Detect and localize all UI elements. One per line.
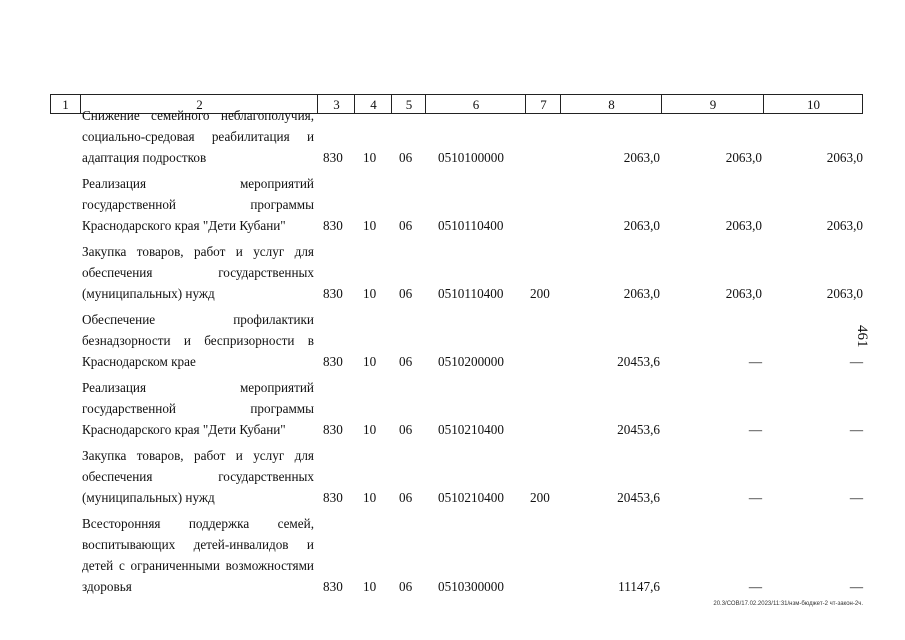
cell-c9: — [748,354,762,369]
cell-c5: 06 [399,218,413,233]
table-row [0,312,905,372]
table-row [0,448,905,508]
cell-c9: 2063,0 [725,150,762,165]
cell-c8: 2063,0 [623,150,660,165]
cell-c4: 10 [363,286,377,301]
cell-c3: 830 [323,490,343,505]
cell-c10: — [849,354,863,369]
cell-c8: 20453,6 [617,354,660,369]
cell-c9: — [748,422,762,437]
cell-c9: 2063,0 [725,218,762,233]
header-cell: 6 [425,95,526,113]
cell-c4: 10 [363,490,377,505]
row-description: Реализация мероприятий государственной программы Краснодарского края "Дети Кубани" [82,380,314,437]
cell-c10: 2063,0 [826,150,863,165]
header-cell: 1 [62,97,69,112]
row-description: Всесторонняя поддержка семей, воспитывающих детей-инвалидов и детей с ограниченными возможностями здоровья [82,516,314,594]
cell-c6: 0510300000 [438,579,504,594]
cell-c3: 830 [323,286,343,301]
header-cell: 9 [661,95,764,113]
cell-c5: 06 [399,354,413,369]
cell-c3: 830 [323,150,343,165]
cell-c6: 0510210400 [438,490,504,505]
cell-c5: 06 [399,579,413,594]
cell-c4: 10 [363,579,377,594]
cell-c4: 10 [363,422,377,437]
cell-c10: — [849,579,863,594]
row-description: Снижение семейного неблагополучия, социально-средовая реабилитация и адаптация подростков [82,108,314,165]
footer-stamp: 20.3/СОВ/17.02.2023/11:31/нзм-бюджет-2 чт-закон-2ч. [713,601,863,607]
cell-c4: 10 [363,218,377,233]
row-description: Закупка товаров, работ и услуг для обеспечения государственных (муниципальных) нужд [82,448,314,505]
cell-c10: — [849,490,863,505]
cell-c9: — [748,579,762,594]
cell-c4: 10 [363,150,377,165]
table-row [0,380,905,440]
page-number: 461 [854,325,870,348]
header-cell: 5 [391,95,426,113]
cell-c3: 830 [323,218,343,233]
table-row [0,516,905,597]
cell-c8: 2063,0 [623,218,660,233]
row-description: Реализация мероприятий государственной программы Краснодарского края "Дети Кубани" [82,176,314,233]
table-row [0,108,905,168]
cell-c8: 20453,6 [617,422,660,437]
cell-c6: 0510200000 [438,354,504,369]
header-cell: 7 [525,95,561,113]
cell-c8: 20453,6 [617,490,660,505]
cell-c5: 06 [399,150,413,165]
cell-c7: 200 [530,490,550,505]
cell-c3: 830 [323,579,343,594]
header-cell: 8 [560,95,662,113]
cell-c10: 2063,0 [826,218,863,233]
cell-c8: 11147,6 [618,579,660,594]
header-cell: 4 [354,95,392,113]
cell-c6: 0510100000 [438,150,504,165]
cell-c10: — [849,422,863,437]
row-description: Закупка товаров, работ и услуг для обеспечения государственных (муниципальных) нужд [82,244,314,301]
cell-c8: 2063,0 [623,286,660,301]
header-cell: 3 [317,95,355,113]
cell-c10: 2063,0 [826,286,863,301]
table-row [0,244,905,304]
cell-c9: 2063,0 [725,286,762,301]
cell-c5: 06 [399,490,413,505]
cell-c9: — [748,490,762,505]
cell-c5: 06 [399,422,413,437]
cell-c6: 0510110400 [438,218,504,233]
cell-c5: 06 [399,286,413,301]
header-cell: 2 [80,95,318,113]
table-row [0,176,905,236]
cell-c4: 10 [363,354,377,369]
cell-c6: 0510210400 [438,422,504,437]
row-description: Обеспечение профилактики безнадзорности и беспризорности в Краснодарском крае [82,312,314,369]
cell-c3: 830 [323,354,343,369]
cell-c7: 200 [530,286,550,301]
cell-c3: 830 [323,422,343,437]
cell-c6: 0510110400 [438,286,504,301]
header-cell: 10 [763,95,863,113]
